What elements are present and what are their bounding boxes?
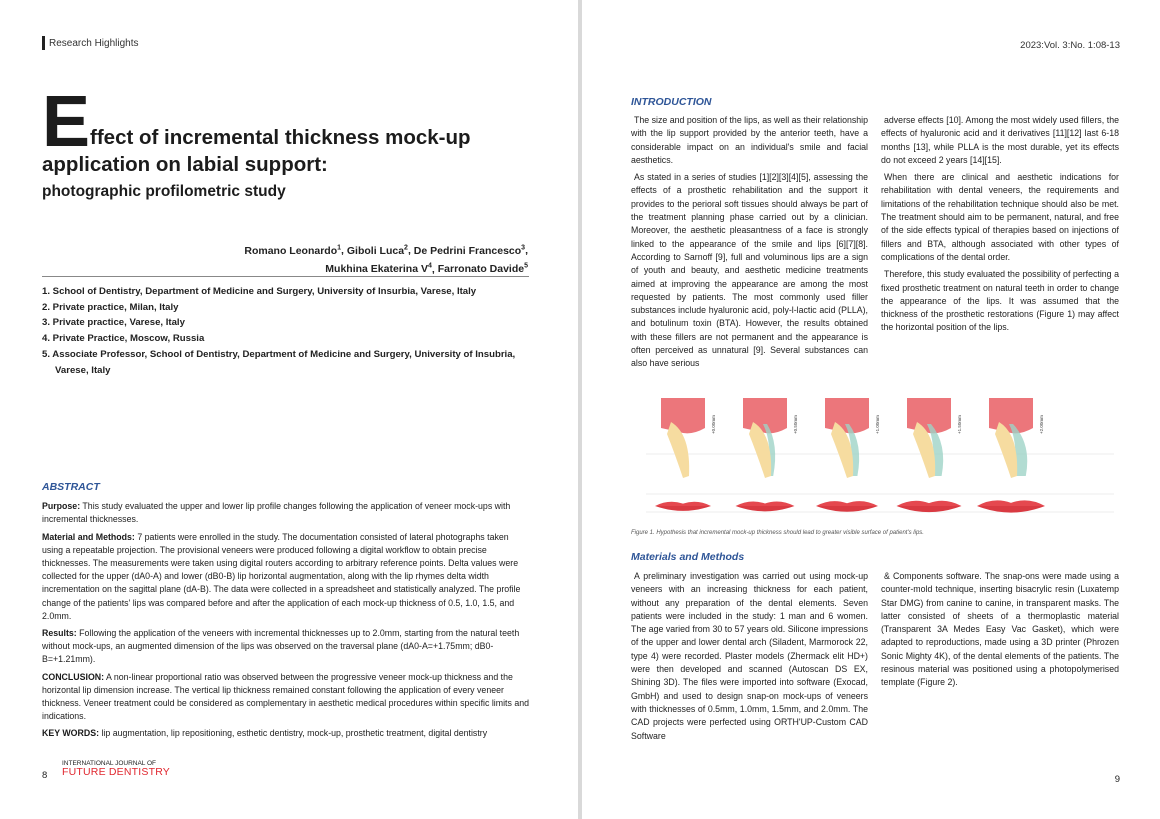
- abstract-purpose: Purpose: This study evaluated the upper and lower lip profile changes following the application of veneer mock-ups with incremental thicknesses.: [42, 501, 511, 525]
- upper-lip: [736, 501, 795, 506]
- abstract-methods: Material and Methods: 7 patients were enrolled in the study. The documentation consisted of lateral photographs taken using a repeatable projection. The provisional veneers were produced following a digital workflow to obtain precise thicknesses. The measurements were taken using digital routers according to arbitrary reference points. Delta values were collected for the upper (dA0-A) and lower (dB0-B) lip horizontal augmentation, along with the lip rhymes delta width incrementation on the sagittal plane (dA-B). The data were collected in a spreadsheet and statistically analyzed. The profile change of the patients' lips was compared before and after the application of each mock-up thickness of 0.5, 1.0, 1.5, and 2.0mm.: [42, 531, 521, 621]
- title-line-1: ffect of incremental thickness mock-up: [90, 126, 471, 149]
- page-number-right: 9: [1114, 774, 1120, 785]
- article-subtitle: photographic profilometric study: [42, 183, 286, 200]
- affiliation: 1. School of Dentistry, Department of Medicine and Surgery, University of Insurbia, Varese, Italy: [42, 286, 477, 297]
- author: Giboli Luca$^2$: [346, 244, 408, 257]
- lower-lip: [736, 506, 795, 511]
- thickness-label: +2.00mm: [1039, 415, 1044, 434]
- materials-column-2: [881, 570, 1119, 694]
- title-initial: E: [42, 82, 89, 162]
- paragraph: When there are clinical and aesthetic indications for rehabilitation with dental veneers, the requirements and limitations of the rehabilitation technique should also be met. The treatment should aim to be permanent, natural, and free of the side effects typical of therapies based on injections of fillers and BTA, although associated with other types of complications of the dental order.: [881, 172, 1119, 262]
- figure-panel: [736, 398, 799, 511]
- thickness-label: +0.00mm: [711, 415, 716, 434]
- intro-column-1: [631, 114, 868, 375]
- upper-lip: [977, 500, 1045, 506]
- author-list: Romano Leonardo$^1$, Giboli Luca$^2$, De Pedrini Francesco$^3$, Mukhina Ekaterina $V^4$, Farronato Davide$^5$: [244, 244, 528, 275]
- affiliation: 5. Associate Professor, School of Dentistry, Department of Medicine and Surgery, University of Insubria, Varese, Italy: [42, 348, 516, 376]
- section-label: Research Highlights: [49, 37, 139, 49]
- paragraph: As stated in a series of studies [1][2][3][4][5], assessing the effects of a prosthetic rehabilitation and the support it provides to the perioral soft tissues should always be part of the treatment planning phase carried out by a clinician. Moreover, the aesthetic pleasantness of a face is strongly linked to the appearance of the smile and lips [6][7][8]. According to Sarnoff [9], full and voluminous lips are a sign of youth and beauty, and aesthetic medicine treatments aimed at improving the appearance are among the most requested by patients. The most commonly used filler substances include hyaluronic acid, poly-l-lactic acid (PLLA), and botulinum toxin (BTA). However, the results obtained with these fillers are not permanent and the appearance is often perceived as unnatural [9]. Several substances can also have serious: [631, 172, 868, 369]
- section-header: [42, 36, 139, 50]
- affiliation: 3. Private practice, Varese, Italy: [42, 317, 185, 329]
- author: Mukhina Ekaterina $V^4$: [325, 262, 432, 275]
- materials-heading: Materials and Methods: [631, 551, 745, 563]
- upper-lip: [816, 501, 878, 506]
- upper-lip: [897, 501, 962, 506]
- upper-lip-shape: [661, 398, 705, 433]
- lower-lip: [816, 506, 878, 512]
- introduction-heading: INTRODUCTION: [631, 96, 712, 108]
- thickness-label: +0.50mm: [793, 415, 798, 434]
- lower-lip: [977, 506, 1045, 513]
- journal-logo: [62, 760, 170, 776]
- affiliation: 2. Private practice, Milan, Italy: [42, 301, 179, 313]
- article-title: [42, 82, 542, 177]
- journal-name-small: INTERNATIONAL JOURNAL OF: [62, 760, 157, 767]
- figure-panel: [977, 398, 1045, 513]
- affiliation: 4. Private Practice, Moscow, Russia: [42, 333, 205, 345]
- figure-1: [631, 394, 1114, 524]
- paragraph: Therefore, this study evaluated the possibility of perfecting a fixed prosthetic treatment on natural teeth in order to change the appearance of the lips. It was assumed that the thickness of the prosthetic restorations (Figure 1) may affect the horizontal position of the lips.: [881, 269, 1119, 333]
- header-bar: [42, 36, 45, 50]
- lower-lip: [655, 506, 711, 511]
- title-line-2: application on labial support:: [42, 153, 328, 176]
- thickness-label: +1.50mm: [957, 415, 962, 434]
- abstract: [42, 481, 532, 745]
- intro-column-2: [881, 114, 1119, 339]
- paragraph: A preliminary investigation was carried out using mock-up veneers with an increasing thickness for each patient, without any preparation of the dental elements. Seven patients were included in the study: 1 man and 6 women. The age varied from 30 to 57 years old. Silicone impressions of the upper and lower dental arch (Siladent, Marmorock 22, type 4) were recorded. Plaster models (Zhermack elit HD+) were then developed and scanned (Autoscan DS EX, Shining 3D). The files were imported into software (Exocad, GmbH) and used to design snap-on mock-ups of veneers with thicknesses of 0.5mm, 1.0mm, 1.5mm, and 2.0mm. The CAD projects were perfected using ORTH'UP-Custom CAD Software: [631, 571, 868, 741]
- divider: [42, 276, 529, 277]
- figure-panel: [897, 398, 963, 512]
- lower-lip: [897, 506, 962, 512]
- citation: 2023:Vol. 3:No. 1:08-13: [1020, 40, 1120, 51]
- author: De Pedrini Francesco$^3$: [413, 244, 526, 257]
- abstract-keywords: KEY WORDS: lip augmentation, lip repositioning, esthetic dentistry, mock-up, prosthetic treatment, digital dentistry: [42, 728, 488, 739]
- figure-caption: Figure 1. Hypothesis that incremental mock-up thickness should lead to greater visible surface of patient's lips.: [631, 530, 924, 536]
- abstract-conclusion: CONCLUSION: A non-linear proportional ratio was observed between the progressive veneer mock-up thickness and the horizontal lip dimension increase. The vertical lip thickness remained constant following the application of every veneer thickness. Veneer treatment could be considered as complementary in aesthetic medical procedures within specific limits and indications.: [42, 671, 530, 722]
- left-page: [0, 0, 578, 819]
- abstract-results: Results: Following the application of the veneers with incremental thicknesses up to 2.0mm, starting from the natural teeth without mock-ups, an augmented dimension of the lips was observed on the traversal plane (dA0-A=+1.75mm; dB0-B=+1.21mm).: [42, 628, 520, 665]
- materials-column-1: [631, 570, 868, 747]
- abstract-heading: ABSTRACT: [42, 481, 100, 493]
- figure-panel: [816, 398, 880, 512]
- upper-lip: [655, 502, 711, 506]
- thickness-label: +1.00mm: [875, 415, 880, 434]
- paragraph: adverse effects [10]. Among the most widely used fillers, the effects of hyaluronic acid and it derivatives [11][12] last 6-18 months [13], while PLLA is the most durable, yet its effects do not exceed 2 years [14][15].: [881, 115, 1119, 165]
- paragraph: The size and position of the lips, as well as their relationship with the lip support provided by the anterior teeth, have a considerable impact on an individual's smile and facial aesthetics.: [631, 115, 868, 165]
- author: Farronato Davide$^5$: [437, 262, 528, 275]
- journal-name-large: FUTURE DENTISTRY: [62, 766, 171, 778]
- affiliation-list: [42, 284, 522, 378]
- paragraph: & Components software. The snap-ons were made using a counter-mold technique, inserting bisacrylic resin (Luxatemp Star DMG) from canine to canine, in transparent masks. The latter consisted of sheets of a thermoplastic material (Transparent 3A Medes Easy Vac Gasket), which were adapted to reproductions, made using a 3D printer (Phrozen Sonic Mighty 4K), of the dental elements of the patients. The resinous material was positioned using a photopolymerised template (Figure 2).: [881, 571, 1119, 688]
- right-page: [582, 0, 1160, 819]
- author: Romano Leonardo$^1$: [244, 244, 342, 257]
- page-number-left: 8: [42, 770, 48, 781]
